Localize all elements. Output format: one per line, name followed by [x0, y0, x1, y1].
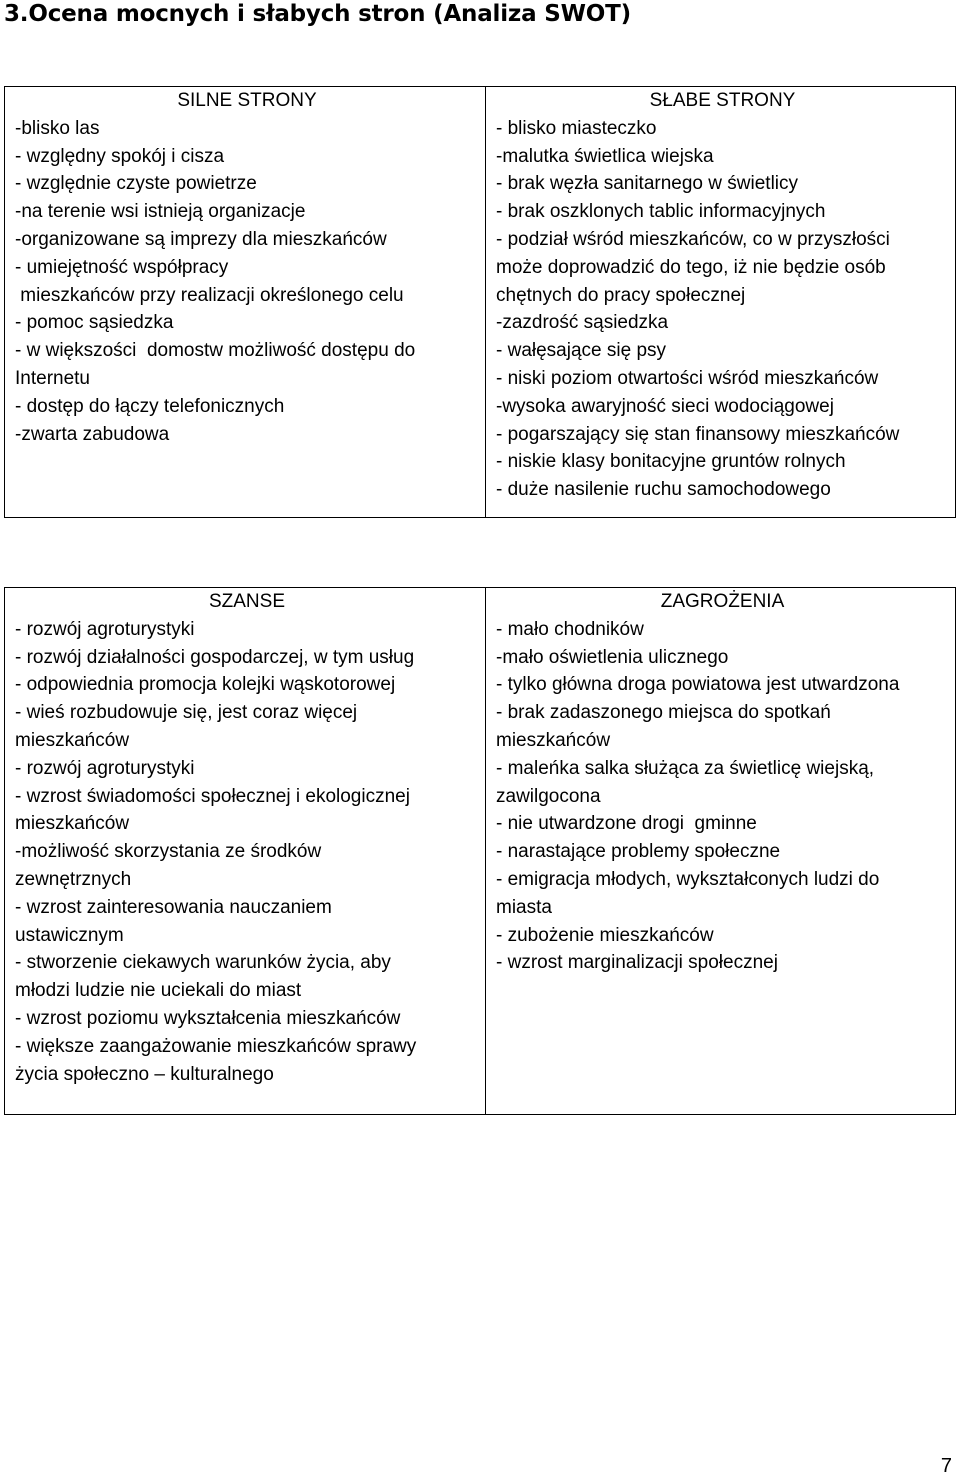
list-item: - mało chodników: [496, 618, 644, 640]
list-item: - emigracja młodych, wykształconych ludzi do: [496, 868, 880, 890]
list-item: - większe zaangażowanie mieszkańców sprawy: [15, 1035, 417, 1057]
list-item: - niski poziom otwartości wśród mieszkańców: [496, 367, 879, 389]
list-item: -wysoka awaryjność sieci wodociągowej: [496, 395, 834, 417]
list-item: - tylko główna droga powiatowa jest utwardzona: [496, 674, 900, 696]
list-item: - brak węzła sanitarnego w świetlicy: [496, 173, 799, 195]
page-number: 7: [940, 1455, 952, 1477]
opportunities-title: SZANSE: [208, 591, 286, 612]
list-item: - narastające problemy społeczne: [496, 841, 781, 863]
list-item: mieszkańców: [15, 729, 130, 751]
list-item: - umiejętność współpracy: [15, 256, 229, 278]
threats-cell: [486, 588, 956, 1115]
weaknesses-list: [496, 115, 949, 504]
list-item: - dostęp do łączy telefonicznych: [15, 395, 285, 417]
swot-table-bottom: [4, 587, 956, 1115]
list-item: -zwarta zabudowa: [15, 423, 170, 445]
list-item: - podział wśród mieszkańców, co w przyszłości: [496, 228, 890, 250]
list-item: - nie utwardzone drogi gminne: [496, 813, 757, 835]
strengths-list: [15, 115, 479, 449]
list-item: młodzi ludzie nie uciekali do miast: [15, 980, 302, 1002]
page-heading: 3.Ocena mocnych i słabych stron (Analiza SWOT): [4, 1, 631, 27]
list-item: - brak zadaszonego miejsca do spotkań: [496, 702, 831, 724]
list-item: ustawicznym: [15, 924, 124, 946]
list-item: - maleńka salka służąca za świetlicę wiejską,: [496, 757, 875, 779]
opportunities-cell: [5, 588, 486, 1115]
list-item: - rozwój działalności gospodarczej, w tym usług: [15, 646, 415, 668]
list-item: - duże nasilenie ruchu samochodowego: [496, 479, 831, 501]
list-item: - względny spokój i cisza: [15, 145, 225, 167]
list-item: - zubożenie mieszkańców: [496, 924, 714, 946]
strengths-title: SILNE STRONY: [177, 90, 317, 111]
list-item: -organizowane są imprezy dla mieszkańców: [15, 228, 387, 250]
list-item: - wzrost marginalizacji społecznej: [496, 952, 778, 974]
list-item: chętnych do pracy społecznej: [496, 284, 746, 306]
list-item: - wieś rozbudowuje się, jest coraz więcej: [15, 702, 358, 724]
list-item: - wzrost poziomu wykształcenia mieszkańców: [15, 1007, 401, 1029]
list-item: miasta: [496, 896, 552, 918]
list-item: - niskie klasy bonitacyjne gruntów rolnych: [496, 451, 846, 473]
list-item: - wzrost zainteresowania nauczaniem: [15, 896, 332, 918]
swot-table-top: [4, 86, 956, 518]
threats-title: ZAGROŻENIA: [660, 591, 785, 612]
threats-list: [496, 616, 949, 977]
list-item: życia społeczno – kulturalnego: [15, 1063, 274, 1085]
list-item: - brak oszklonych tablic informacyjnych: [496, 201, 826, 223]
list-item: -blisko las: [15, 117, 100, 139]
list-item: mieszkańców przy realizacji określonego celu: [15, 284, 404, 306]
list-item: - w większości domostw możliwość dostępu do: [15, 340, 416, 362]
list-item: Internetu: [15, 367, 90, 389]
list-item: może doprowadzić do tego, iż nie będzie osób: [496, 256, 886, 278]
list-item: - rozwój agroturystyki: [15, 618, 195, 640]
list-item: - pogarszający się stan finansowy mieszkańców: [496, 423, 900, 445]
list-item: - wzrost świadomości społecznej i ekologicznej: [15, 785, 410, 807]
list-item: - blisko miasteczko: [496, 117, 657, 139]
weaknesses-cell: [486, 87, 956, 518]
list-item: - pomoc sąsiedzka: [15, 312, 174, 334]
weaknesses-title: SŁABE STRONY: [649, 90, 796, 111]
list-item: -zazdrość sąsiedzka: [496, 312, 669, 334]
list-item: - rozwój agroturystyki: [15, 757, 195, 779]
opportunities-list: [15, 616, 479, 1089]
strengths-cell: [5, 87, 486, 518]
list-item: - stworzenie ciekawych warunków życia, aby: [15, 952, 391, 974]
list-item: -na terenie wsi istnieją organizacje: [15, 201, 306, 223]
list-item: -mało oświetlenia ulicznego: [496, 646, 729, 668]
list-item: -możliwość skorzystania ze środków: [15, 841, 322, 863]
list-item: -malutka świetlica wiejska: [496, 145, 714, 167]
list-item: - odpowiednia promocja kolejki wąskotorowej: [15, 674, 396, 696]
list-item: - względnie czyste powietrze: [15, 173, 257, 195]
list-item: mieszkańców: [496, 729, 611, 751]
list-item: mieszkańców: [15, 813, 130, 835]
list-item: - wałęsające się psy: [496, 340, 667, 362]
list-item: zawilgocona: [496, 785, 601, 807]
list-item: zewnętrznych: [15, 868, 132, 890]
